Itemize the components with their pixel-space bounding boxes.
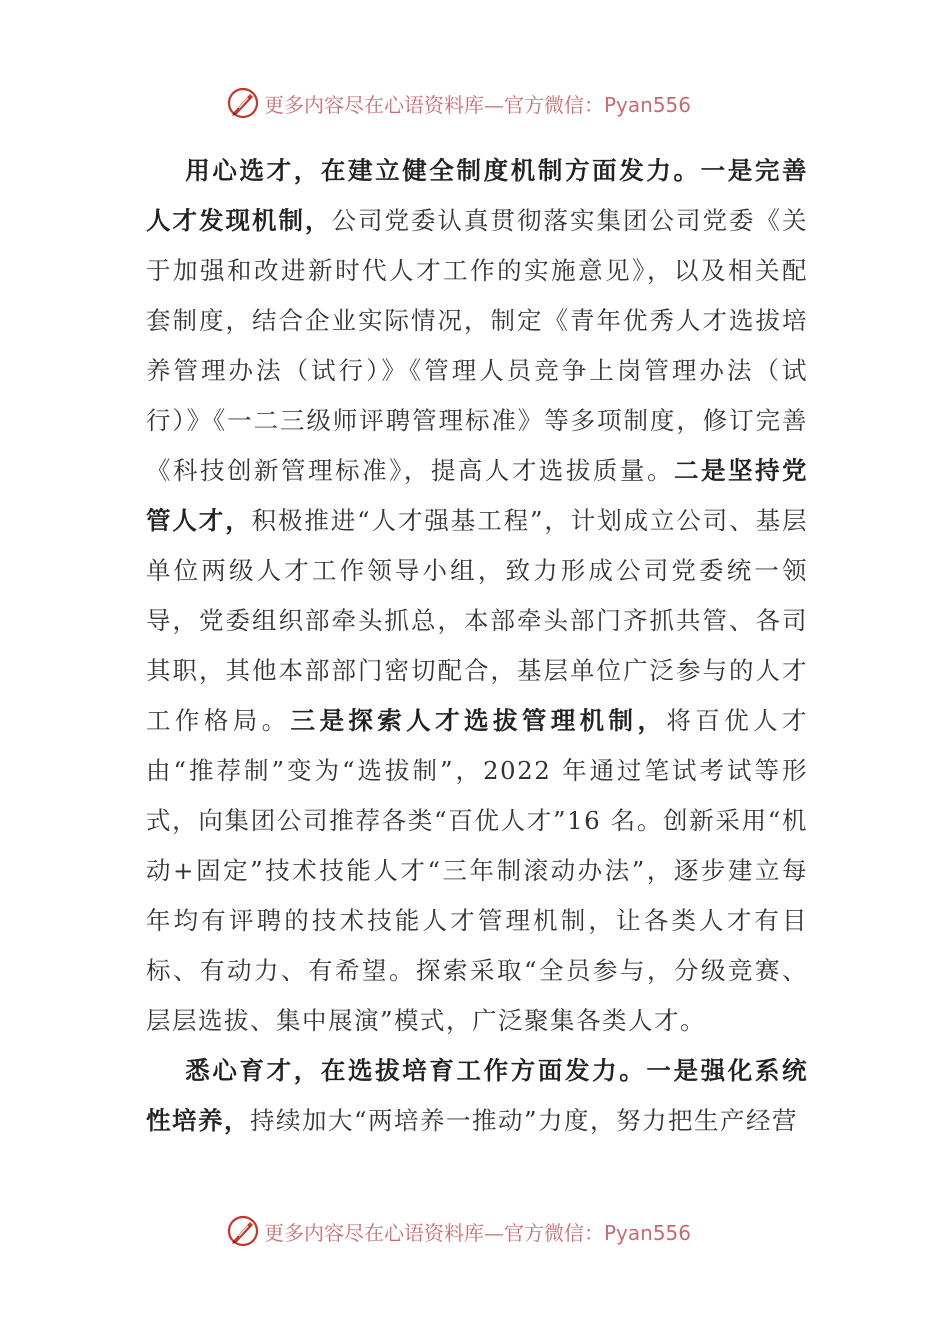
wechat-id: Pyan556 [604,1220,692,1245]
quill-logo-icon [226,86,260,120]
bold-segment: 悉心育才，在选拔培育工作方面发力。一是强化系统性培养， [146,1056,808,1135]
footer-banner [226,1213,691,1249]
bold-segment: 用心选才，在建立健全制度机制方面发力。一是完善人才发现机制， [146,156,808,235]
wechat-id: Pyan556 [604,92,692,117]
text-segment: 持续加大“两培养一推动”力度，努力把生产经营 [250,1106,799,1135]
banner-text [264,89,691,118]
text-segment: 积极推进“人才强基工程”，计划成立公司、基层单位两级人才工作领导小组，致力形成公司党委统一领导，党委组织部牵头抓总，本部牵头部门齐抓共管、各司其职，其他本部部门密切配合，基层单位广泛参与的人才工作格局。 [146,506,808,735]
header-banner [226,85,691,121]
paragraph-2 [146,1046,808,1146]
banner-label: 更多内容尽在心语资料库—官方微信： [264,92,604,117]
bold-segment: 三是探索人才选拔管理机制， [290,706,667,735]
paragraph-1 [146,146,808,1046]
banner-label: 更多内容尽在心语资料库—官方微信： [264,1220,604,1245]
text-segment: 公司党委认真贯彻落实集团公司党委《关于加强和改进新时代人才工作的实施意见》，以及相关配套制度，结合企业实际情况，制定《青年优秀人才选拔培养管理办法（试行）》《管理人员竞争上岗管理办法（试行）》《一二三级师评聘管理标准》等多项制度，修订完善《科技创新管理标准》，提高人才选拔质量。 [146,206,808,485]
banner-text [264,1217,691,1246]
body-text [146,146,808,1146]
bold-segment: 二是坚持党管人才， [146,456,809,535]
text-segment: 将百优人才由“推荐制”变为“选拔制”，2022 年通过笔试考试等形式，向集团公司推荐各类“百优人才”16 名。创新采用“机动+固定”技术技能人才“三年制滚动办法”，逐步建立每年均有评聘的技术技能人才管理机制，让各类人才有目标、有动力、有希望。探索采取“全员参与，分级竞赛、层层选拔、集中展演”模式，广泛聚集各类人才。 [146,706,809,1035]
quill-logo-icon [226,1214,260,1248]
